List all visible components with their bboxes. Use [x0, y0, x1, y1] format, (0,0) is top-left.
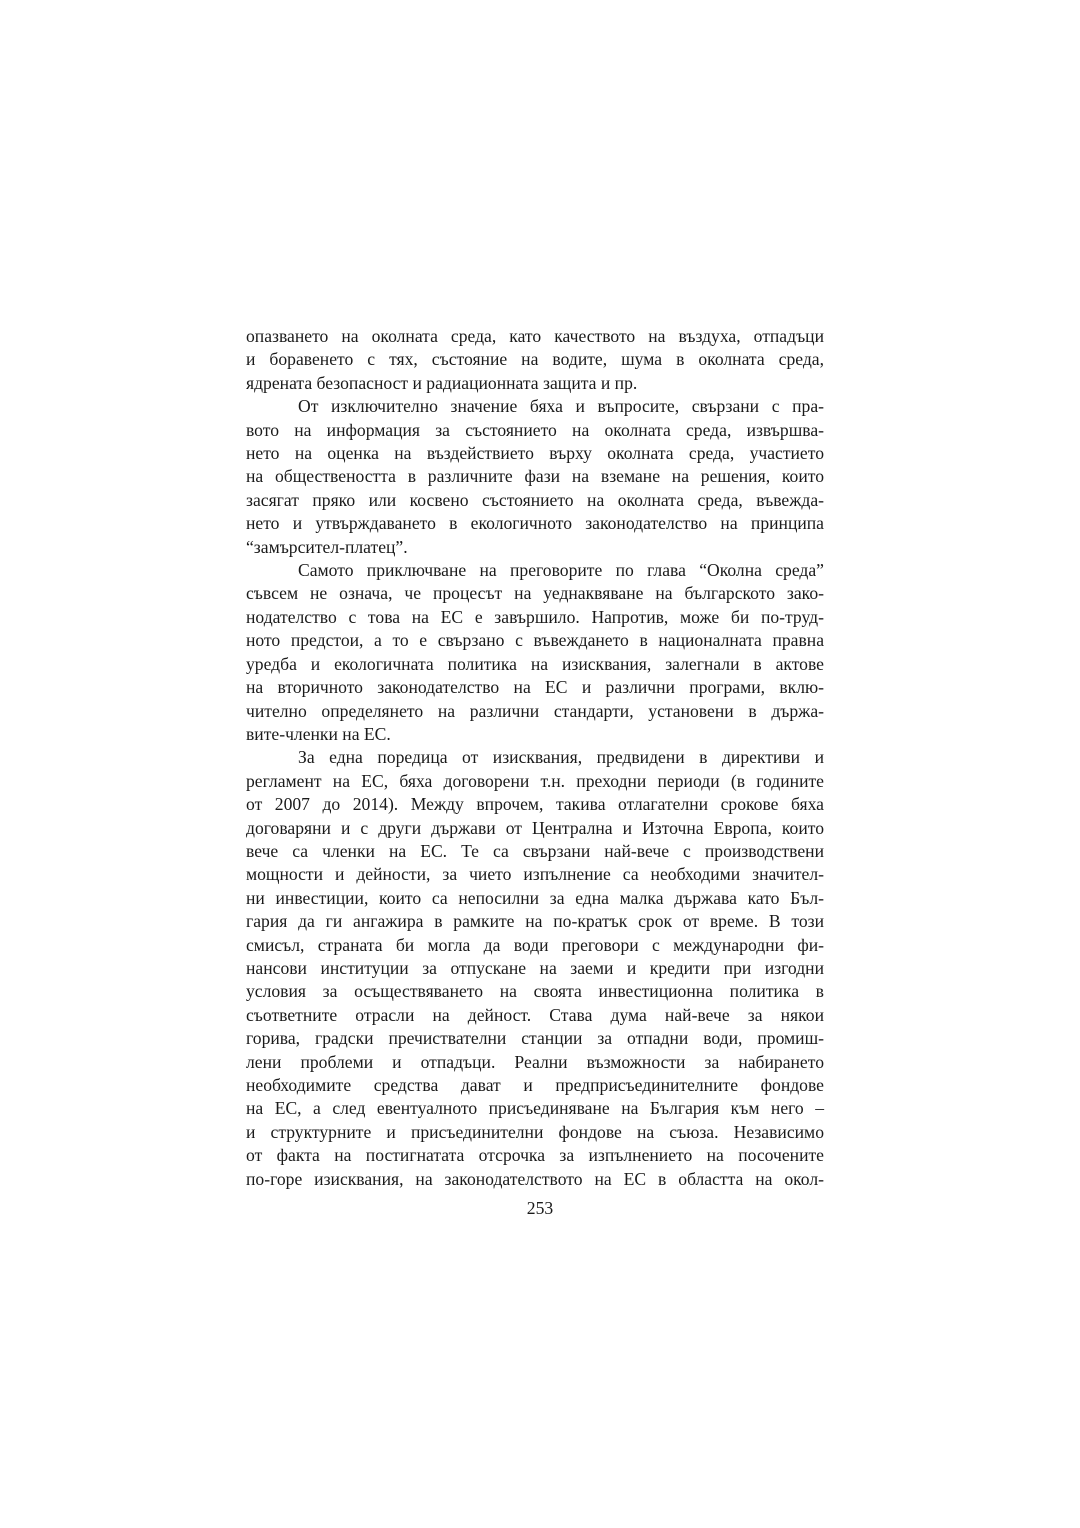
text-line: на ЕС, а след евентуалното присъединяване на България към него –	[246, 1098, 824, 1119]
text-line: опазването на околната среда, като качеството на въздуха, отпадъци	[246, 326, 824, 346]
text-line: гария да ги ангажира в рамките на по-кратък срок от време. В този	[246, 911, 824, 932]
text-line: Самото приключване на преговорите по глава “Околна среда”	[298, 560, 824, 581]
text-line: От изключително значение бяха и въпросите, свързани с пра-	[298, 396, 824, 417]
page-number: 253	[526, 1198, 554, 1218]
paragraph	[246, 746, 824, 1191]
text-line: съответните отрасли на дейност. Става дума най-вече за някои	[246, 1004, 824, 1025]
text-line: горива, градски пречиствателни станции за отпадни води, промиш-	[246, 1028, 824, 1049]
text-line: и боравенето с тях, състояние на водите, шума в околната среда,	[246, 349, 824, 370]
text-line: лени проблеми и отпадъци. Реални възможности за набирането	[246, 1051, 824, 1072]
text-line: съвсем не означа, че процесът на уеднаквяване на българското зако-	[246, 583, 824, 604]
body-text	[246, 325, 824, 1191]
text-line: и структурните и присъединителни фондове на съюза. Независимо	[246, 1121, 824, 1142]
text-line: нодателство с това на ЕС е завършило. Напротив, може би по-труд-	[246, 606, 824, 627]
text-line: по-горе изисквания, на законодателството на ЕС в областта на окол-	[246, 1168, 824, 1189]
text-line: на обществеността в различните фази на вземане на решения, които	[246, 466, 824, 487]
text-line: чително определянето на различни стандарти, установени в държа-	[246, 700, 824, 721]
text-line: условия за осъществяването на своята инвестиционна политика в	[246, 981, 824, 1002]
text-line: нето и утвърждаването в екологичното законодателство на принципа	[246, 513, 824, 534]
text-line: вото на информация за състоянието на околната среда, извършва-	[246, 419, 824, 440]
text-line: договаряни и с други държави от Централна и Източна Европа, които	[246, 817, 824, 838]
paragraph	[246, 395, 824, 559]
text-line: вече са членки на ЕС. Те са свързани най-вече с производствени	[246, 840, 824, 861]
text-line: уредба и екологичната политика на изисквания, залегнали в актове	[246, 653, 824, 674]
text-line: ядрената безопасност и радиационната защита и пр.	[246, 372, 638, 393]
text-line: на вторичното законодателство на ЕС и различни програми, вклю-	[246, 677, 824, 698]
text-line: ни инвестиции, които са непосилни за една малка държава като Бъл-	[246, 887, 824, 908]
paragraph	[246, 559, 824, 746]
text-line: смисъл, страната би могла да води преговори с международни фи-	[246, 934, 824, 955]
text-line: нансови институции за отпускане на заеми и кредити при изгодни	[246, 957, 824, 978]
text-line: необходимите средства дават и предприсъединителните фондове	[246, 1075, 824, 1095]
text-line: от факта на постигнатата отсрочка за изпълнението на посочените	[246, 1145, 824, 1166]
text-line: ното предстои, а то е свързано с въвеждането в националната правна	[246, 630, 824, 651]
text-line: регламент на ЕС, бяха договорени т.н. преходни периоди (в годините	[246, 770, 824, 791]
text-line: За една поредица от изисквания, предвидени в директиви и	[298, 747, 824, 768]
text-line: нето на оценка на въздействието върху околната среда, участието	[246, 443, 824, 464]
text-line: вите-членки на ЕС.	[246, 723, 391, 744]
paragraph	[246, 325, 824, 395]
text-line: от 2007 до 2014). Между впрочем, такива отлагателни срокове бяха	[246, 794, 824, 815]
text-line: мощности и дейности, за чието изпълнение са необходими значител-	[246, 864, 824, 885]
text-line: засягат пряко или косвено състоянието на околната среда, въвежда-	[246, 489, 824, 510]
text-line: “замърсител-платец”.	[246, 536, 408, 557]
